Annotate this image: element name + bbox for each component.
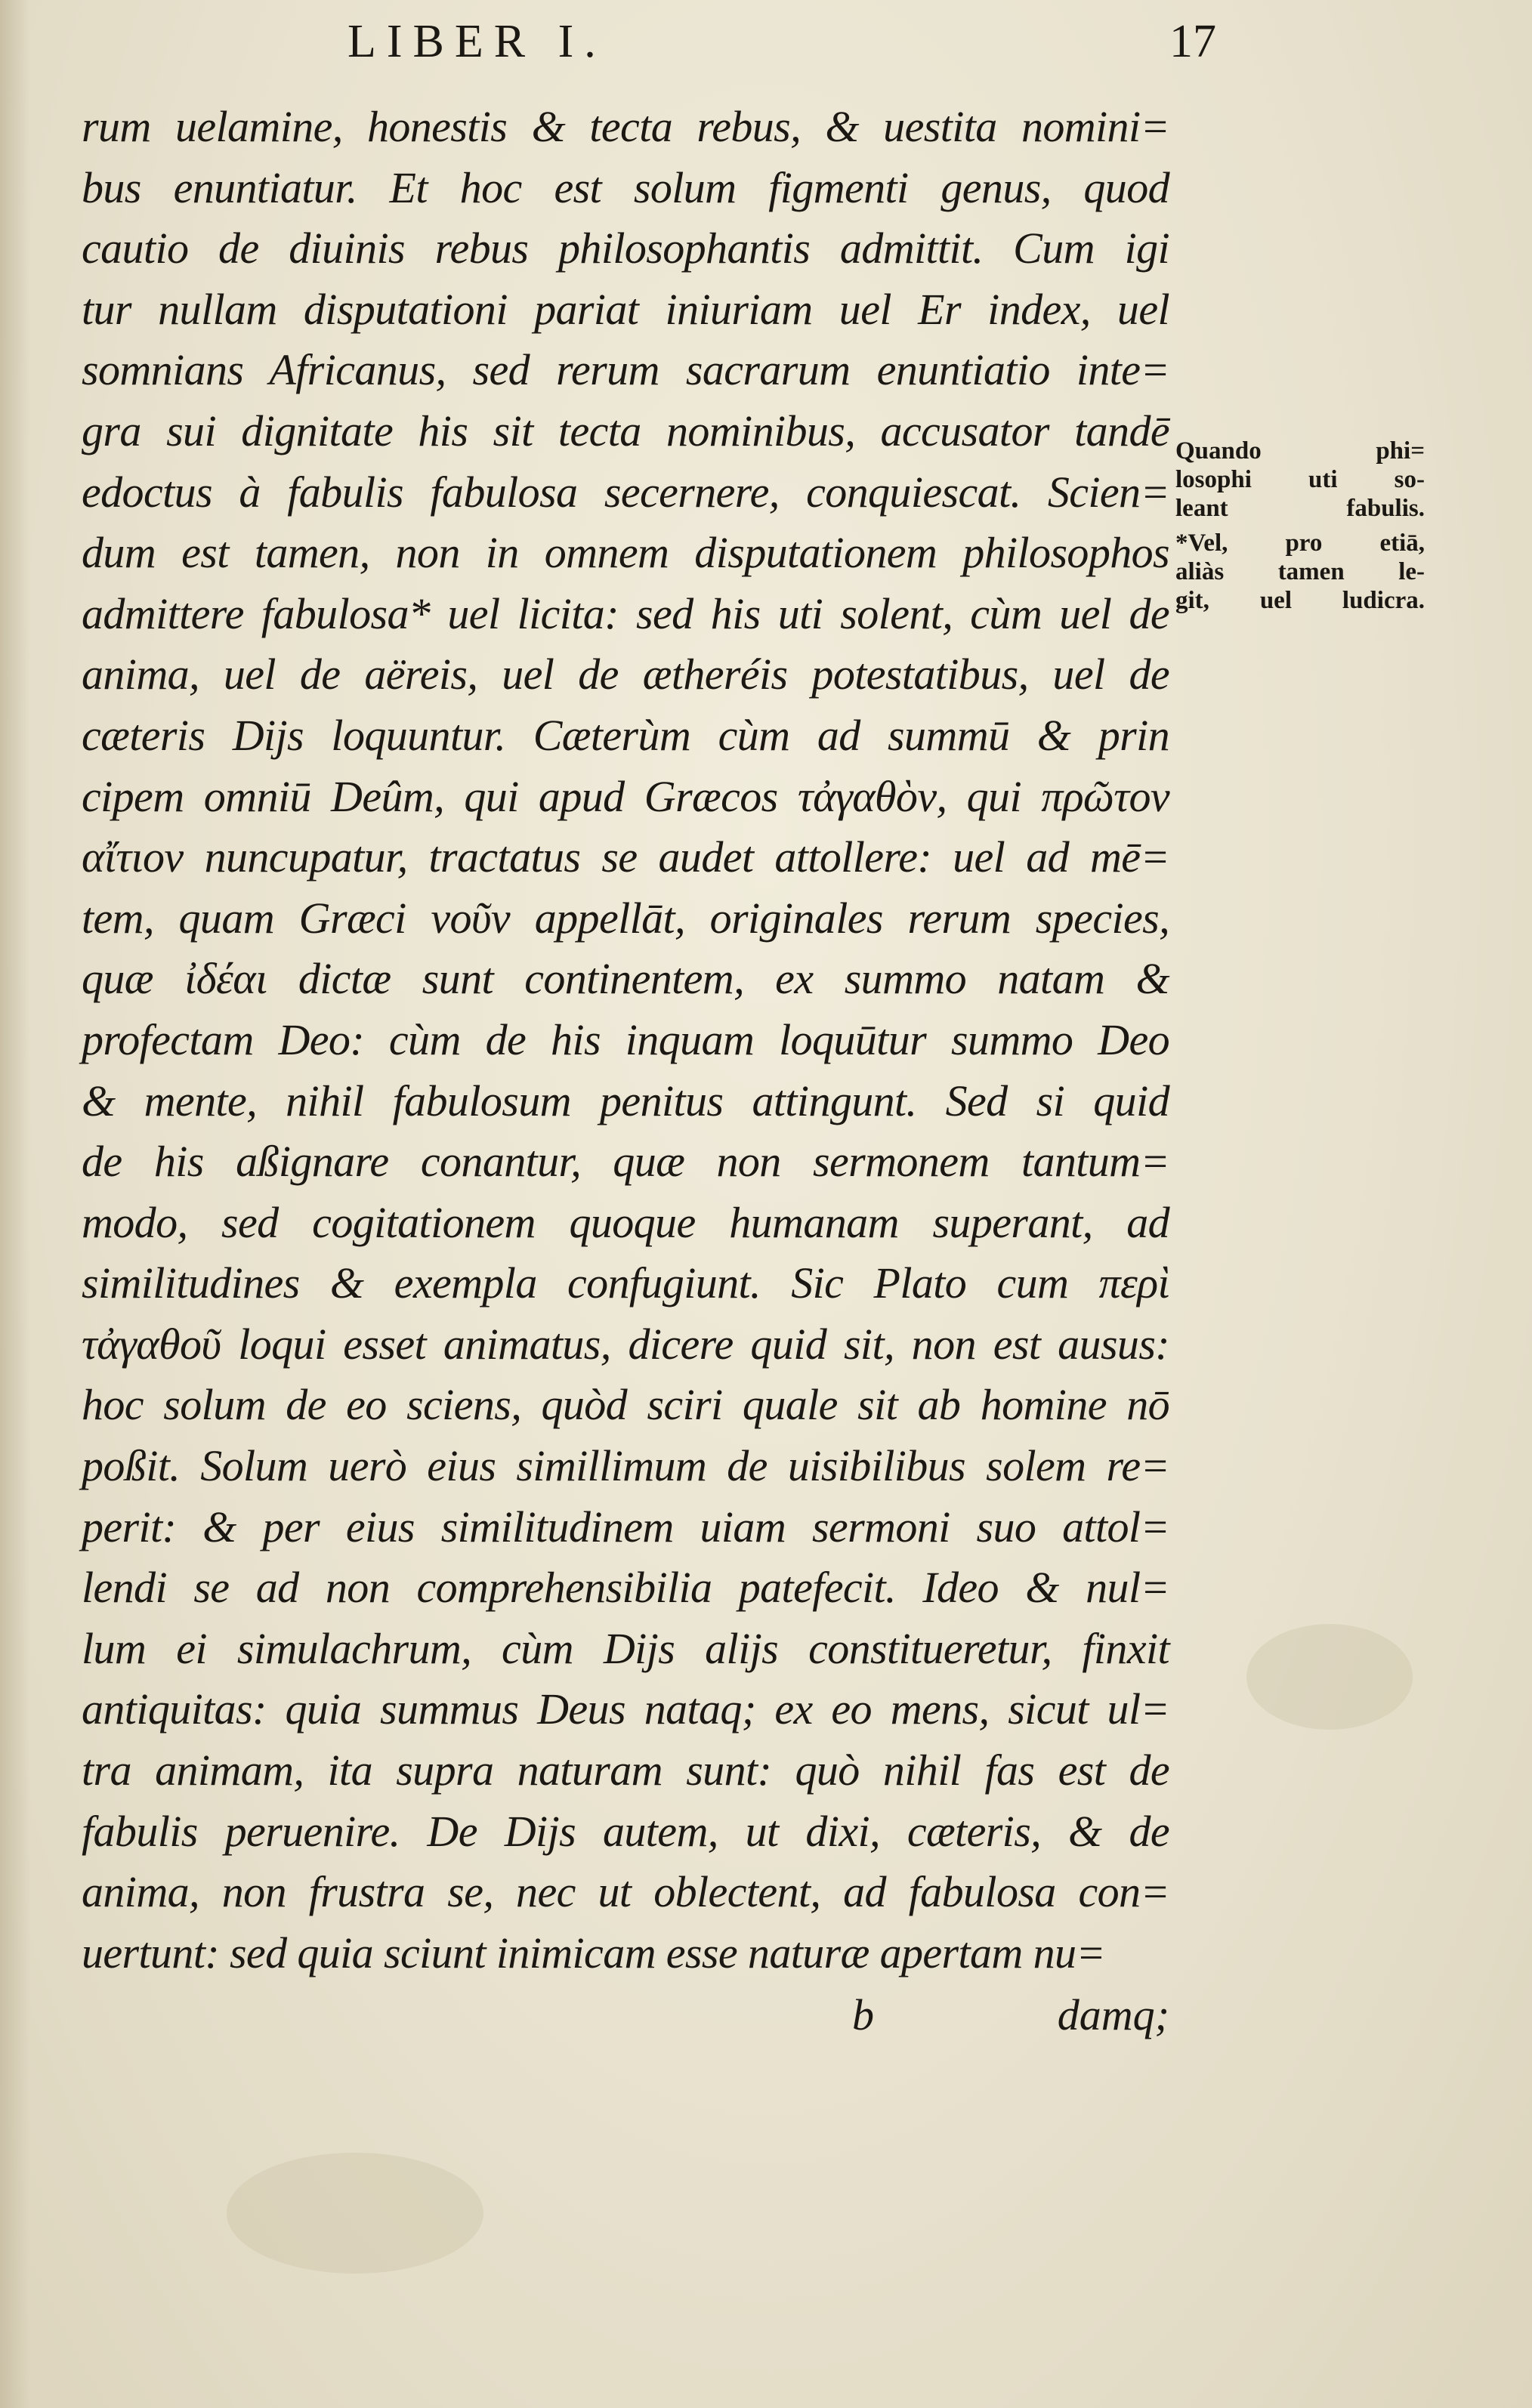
paper-stain: [227, 2153, 483, 2274]
text-line: lendi se ad non comprehensibilia patefecit. Ideo & nul=: [82, 1563, 1169, 1613]
text-line: tur nullam disputationi pariat iniuriam uel Er index, uel: [82, 284, 1169, 334]
text-line: uertunt: sed quia sciunt inimicam esse naturæ apertam nu=: [82, 1928, 1105, 1977]
marginal-note-line: Quando phi=: [1175, 437, 1425, 465]
text-line: de his aßignare conantur, quæ non sermonem tantum=: [82, 1137, 1169, 1187]
text-line: quæ ἰδέαι dictæ sunt continentem, ex summo natam &: [82, 954, 1169, 1004]
marginal-note-line: *Vel, pro etiā,: [1175, 529, 1425, 557]
text-line: bus enuntiatur. Et hoc est solum figmenti genus, quod: [82, 162, 1169, 212]
text-line: edoctus à fabulis fabulosa secernere, conquiescat. Scien=: [82, 467, 1169, 517]
marginal-note-line: git, uel ludicra.: [1175, 587, 1425, 614]
paper-stain: [1246, 1624, 1413, 1730]
text-line: & mente, nihil fabulosum penitus attingunt. Sed si quid: [82, 1076, 1169, 1125]
body-text: [82, 97, 1169, 1984]
text-line: perit: & per eius similitudinem uiam sermoni suo attol=: [82, 1502, 1169, 1551]
text-line: αἴτιον nuncupatur, tractatus se audet attollere: uel ad mē=: [82, 832, 1169, 882]
page-gutter-shadow: [0, 0, 30, 2408]
page-number: 17: [1169, 16, 1216, 67]
text-line: modo, sed cogitationem quoque humanam superant, ad: [82, 1197, 1169, 1247]
text-line: similitudines & exempla confugiunt. Sic Plato cum περὶ: [82, 1258, 1169, 1308]
catchword: damq;: [1057, 1990, 1169, 2039]
page-header: [347, 15, 1216, 76]
text-line: profectam Deo: cùm de his inquam loquūtur summo Deo: [82, 1014, 1169, 1064]
text-line: fabulis peruenire. De Dijs autem, ut dixi, cæteris, & de: [82, 1806, 1169, 1856]
text-line: dum est tamen, non in omnem disputationem philosophos: [82, 528, 1169, 578]
text-line: τἀγαθοῦ loqui esset animatus, dicere quid sit, non est ausus:: [82, 1319, 1169, 1369]
text-line: somnians Africanus, sed rerum sacrarum enuntiatio inte=: [82, 345, 1169, 395]
marginal-note-gap: [1175, 523, 1425, 529]
text-line: anima, non frustra se, nec ut oblectent, ad fabulosa con=: [82, 1867, 1169, 1917]
text-line: tem, quam Græci νοῦν appellāt, originales rerum species,: [82, 893, 1169, 943]
marginal-notes: [1175, 437, 1425, 615]
text-line: rum uelamine, honestis & tecta rebus, & uestita nomini=: [82, 102, 1169, 151]
signature-mark: b: [852, 1990, 874, 2039]
text-line: tra animam, ita supra naturam sunt: quò nihil fas est de: [82, 1746, 1169, 1795]
text-line: antiquitas: quia summus Deus nataq; ex eo mens, sicut ul=: [82, 1684, 1169, 1734]
text-line: gra sui dignitate his sit tecta nominibus, accusator tandē: [82, 406, 1169, 455]
text-line: poßit. Solum uerò eius simillimum de uisibilibus solem re=: [82, 1441, 1169, 1491]
text-line: cautio de diuinis rebus philosophantis admittit. Cum igi: [82, 224, 1169, 273]
text-line: anima, uel de aëreis, uel de ætheréis potestatibus, uel de: [82, 650, 1169, 699]
marginal-note-line: leant fabulis.: [1175, 495, 1425, 522]
text-line: lum ei simulachrum, cùm Dijs alijs constitueretur, finxit: [82, 1623, 1169, 1673]
text-line: cipem omniū Deûm, qui apud Græcos τἀγαθὸν, qui πρῶτον: [82, 771, 1169, 821]
text-line: admittere fabulosa* uel licita: sed his uti solent, cùm uel de: [82, 588, 1169, 638]
running-head: LIBER I.: [347, 16, 607, 67]
text-line: hoc solum de eo sciens, quòd sciri quale sit ab homine nō: [82, 1380, 1169, 1430]
marginal-note-line: losophi uti so-: [1175, 466, 1425, 493]
page-footer: [82, 1990, 1169, 2050]
text-line: cæteris Dijs loquuntur. Cæterùm cùm ad summū & prin: [82, 710, 1169, 760]
marginal-note-line: aliàs tamen le-: [1175, 558, 1425, 585]
